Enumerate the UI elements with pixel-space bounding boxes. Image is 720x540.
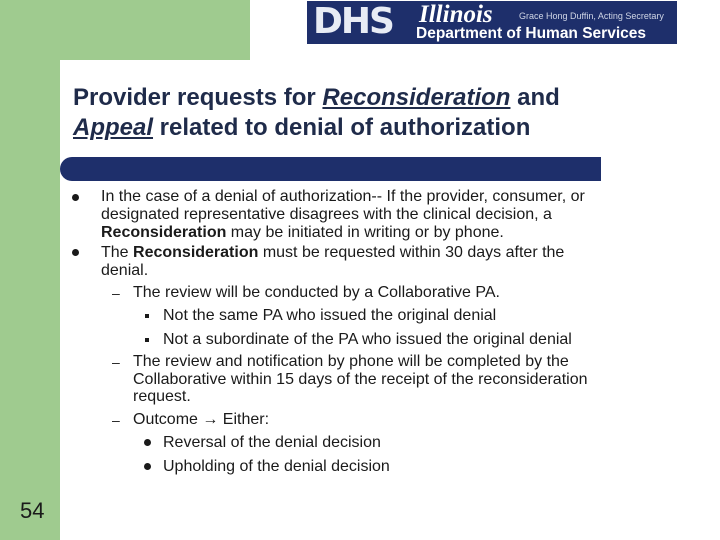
logo-state-text: Illinois: [419, 1, 493, 28]
sub2-line3: request.: [133, 388, 191, 405]
sub3b-text: Upholding of the denial decision: [163, 458, 390, 475]
logo-department-text: Department of Human Services: [416, 25, 646, 42]
bold-term: Reconsideration: [133, 244, 259, 261]
bullet-dot: [144, 463, 151, 470]
bullet1-line1: In the case of a denial of authorization-- If the provider, consumer, or: [101, 188, 585, 205]
dhs-logo: [307, 1, 677, 44]
title-reconsideration: Reconsideration: [322, 84, 511, 111]
text-part: The: [101, 244, 134, 261]
sub3a-text: Reversal of the denial decision: [163, 434, 381, 451]
bullet1-line2: designated representative disagrees with the clinical decision, a: [101, 206, 552, 223]
square-bullet: [145, 338, 149, 342]
page-number: 54: [20, 498, 45, 523]
logo-secretary-text: Grace Hong Duffin, Acting Secretary: [519, 11, 664, 21]
dash-marker: –: [112, 285, 120, 301]
bullet-dot: [72, 194, 79, 201]
sub2-line2: Collaborative within 15 days of the receipt of the reconsideration: [133, 371, 588, 388]
bold-term: Reconsideration: [101, 224, 227, 241]
sub1-text: The review will be conducted by a Collaborative PA.: [133, 284, 500, 301]
sub2-line1: The review and notification by phone will be completed by the: [133, 353, 569, 370]
square-bullet: [145, 314, 149, 318]
left-green-band: [0, 0, 60, 540]
sub3-text: Outcome → Either:: [133, 411, 270, 428]
dash-marker: –: [112, 412, 120, 428]
bullet1-line3: [101, 224, 504, 242]
text-part: must be requested within 30 days after the: [258, 244, 565, 261]
logo-dhs-text: DHS: [313, 1, 393, 42]
sub1a-text: Not the same PA who issued the original denial: [163, 307, 497, 324]
title-appeal: Appeal: [73, 114, 154, 141]
title-part: Provider requests for: [73, 84, 323, 111]
title-divider-bar: [60, 157, 601, 181]
sub1b-text: Not a subordinate of the PA who issued the original denial: [163, 331, 572, 348]
title-part: and: [510, 84, 560, 111]
bullet2-line1: [101, 244, 564, 262]
dash-marker: –: [112, 354, 120, 370]
title-part: related to denial of authorization: [153, 114, 531, 141]
bullet-dot: [72, 249, 79, 256]
bullet2-line2: denial.: [101, 262, 149, 279]
top-green-band: [60, 0, 250, 60]
text-part: may be initiated in writing or by phone.: [226, 224, 504, 241]
slide-title: [73, 83, 673, 143]
bullet-dot: [144, 439, 151, 446]
